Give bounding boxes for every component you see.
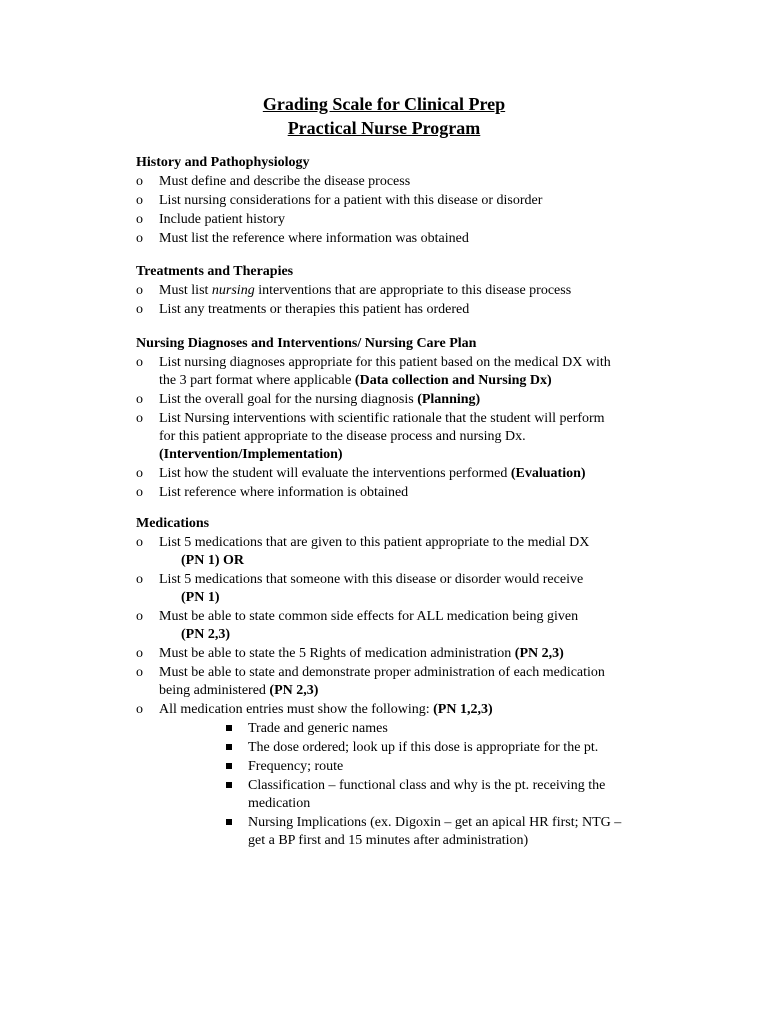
bullet-marker: o <box>136 212 143 227</box>
section-heading: Nursing Diagnoses and Interventions/ Nursing Care Plan <box>136 336 477 351</box>
bullet-marker: o <box>136 392 143 407</box>
bullet-marker: o <box>136 609 143 624</box>
section-nursing-care-plan <box>136 335 696 502</box>
sub-list-item: The dose ordered; look up if this dose is appropriate for the pt. <box>223 739 696 757</box>
bullet-marker: o <box>136 535 143 550</box>
bullet-marker: o <box>136 466 143 481</box>
title-block <box>0 92 768 140</box>
bullet-marker: o <box>136 702 143 717</box>
sub-list-item: Trade and generic names <box>223 720 696 738</box>
list-item: o List nursing considerations for a patient with this disease or disorder <box>136 193 543 208</box>
list-item: o List nursing diagnoses appropriate for this patient based on the medical DX with the 3 part format where applicable (Data collection and Nursing Dx) <box>136 355 611 388</box>
bullet-marker: o <box>136 572 143 587</box>
list-item: o List 5 medications that are given to this patient appropriate to the medial DX (PN 1) OR <box>136 535 590 568</box>
section-medications <box>136 515 696 850</box>
section-treatments <box>136 263 696 319</box>
list-item: o Must be able to state the 5 Rights of medication administration (PN 2,3) <box>136 646 564 661</box>
square-bullet-icon <box>226 725 232 731</box>
sub-list-item: Nursing Implications (ex. Digoxin – get an apical HR first; NTG – get a BP first and 15 minutes after administration) <box>223 814 696 850</box>
square-bullet-icon <box>226 744 232 750</box>
bullet-marker: o <box>136 646 143 661</box>
list-item: o List reference where information is obtained <box>136 485 409 500</box>
list-item: o List 5 medications that someone with this disease or disorder would receive (PN 1) <box>136 572 584 605</box>
list-item: o Must list the reference where information was obtained <box>136 231 469 246</box>
bullet-marker: o <box>136 302 143 317</box>
sub-list-item: Frequency; route <box>223 758 696 776</box>
list-item: o Must define and describe the disease process <box>136 174 411 189</box>
list-item: o Must be able to state common side effects for ALL medication being given (PN 2,3) <box>136 609 579 642</box>
bullet-marker: o <box>136 174 143 189</box>
section-heading: History and Pathophysiology <box>136 155 310 170</box>
bullet-marker: o <box>136 411 143 426</box>
sub-list-item: Classification – functional class and why is the pt. receiving the medication <box>223 777 696 813</box>
bullet-marker: o <box>136 355 143 370</box>
list-item: o List any treatments or therapies this patient has ordered <box>136 302 470 317</box>
bullet-marker: o <box>136 485 143 500</box>
bullet-marker: o <box>136 283 143 298</box>
section-history <box>136 154 696 248</box>
list-item: o List Nursing interventions with scientific rationale that the student will perform for this patient appropriate to the disease process and nursing Dx. (Intervention/Implementation) <box>136 411 605 462</box>
bullet-marker: o <box>136 193 143 208</box>
square-bullet-icon <box>226 819 232 825</box>
square-bullet-icon <box>226 763 232 769</box>
section-heading: Treatments and Therapies <box>136 264 294 279</box>
section-heading: Medications <box>136 516 210 531</box>
page-title: Grading Scale for Clinical Prep <box>262 94 506 114</box>
list-item: o Include patient history <box>136 212 285 227</box>
page-subtitle: Practical Nurse Program <box>287 118 481 138</box>
list-item: o Must be able to state and demonstrate proper administration of each medication being administered (PN 2,3) <box>136 665 605 698</box>
list-item: o List the overall goal for the nursing diagnosis (Planning) <box>136 392 481 407</box>
bullet-marker: o <box>136 231 143 246</box>
list-item: o All medication entries must show the following: (PN 1,2,3) <box>136 702 493 717</box>
square-bullet-icon <box>226 782 232 788</box>
list-item: o List how the student will evaluate the interventions performed (Evaluation) <box>136 466 586 481</box>
list-item: o Must list nursing interventions that are appropriate to this disease process <box>136 283 572 298</box>
bullet-marker: o <box>136 665 143 680</box>
